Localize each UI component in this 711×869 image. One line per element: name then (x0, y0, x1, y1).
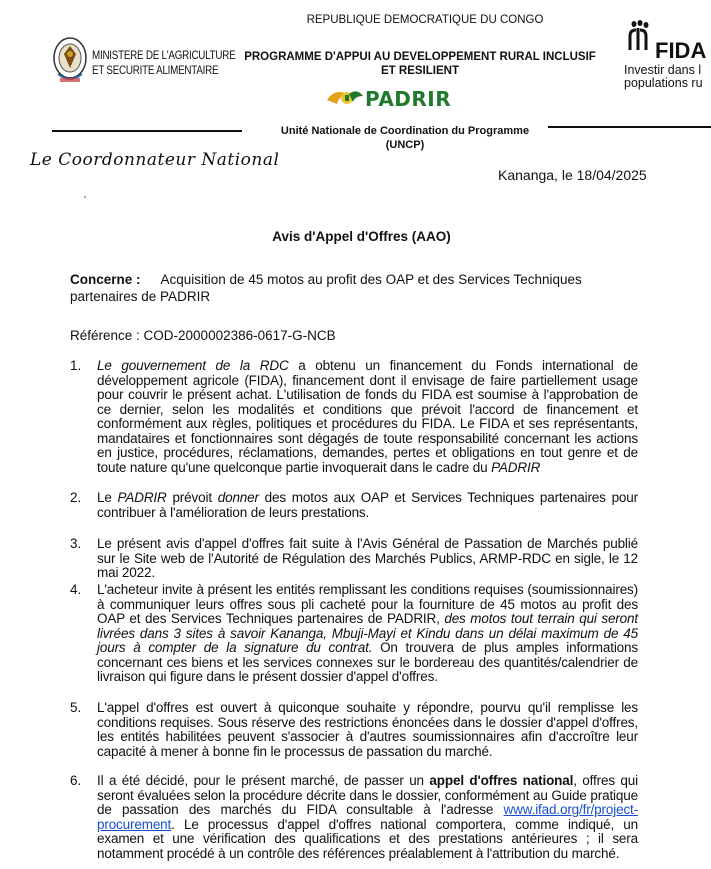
ministry-name: MINISTERE DE L'AGRICULTURE ET SECURITE ALIMENTAIRE (92, 48, 236, 77)
wheat-icon (624, 20, 654, 54)
procurement-link[interactable]: www.ifad.org/fr/project-procurement (97, 802, 638, 832)
left-divider (52, 130, 242, 132)
fida-logo-text: FIDA (655, 38, 707, 63)
paragraph-6: 6. Il a été décidé, pour le présent marché, de passer un appel d'offres national, offres qui seront évaluées selon la procédure décrite dans le dossier, conformément au Guide pratique de passation des marchés du FIDA consultable à l'adresse www.ifad.org/fr/project-procurement. Le processus d'appel d'offres national comportera, comme indiqué, un examen et une vérification des qualifications et des prestations antérieures ; il sera notamment procédé à un contrôle des références préalablement à l'attribution du marché. (70, 773, 638, 861)
document-title: Avis d'Appel d'Offres (AAO) (272, 229, 451, 244)
padrir-emblem-icon (325, 86, 365, 108)
coordinator-title: Le Coordonnateur National (30, 150, 280, 170)
paragraph-4: 4. L'acheteur invite à présent les entités remplissant les conditions requises (soumissionnaires) à communiquer leurs offres sous pli cacheté pour la fourniture de 45 motos au profit des OAP et des Services Techniques partenaires de PADRIR, des motos tout terrain qui seront livrées dans 3 sites à savoir Kananga, Mbuji-Mayi et Kindu dans un délai maximum de 45 jours à compter de la signature du contrat. On trouvera de plus amples informations concernant ces biens et les services connexes sur le bordereau des quantités/calendrier de livraison qui figure dans le présent dossier d'appel d'offres. (70, 582, 639, 684)
paragraph-5: 5. L'appel d'offres est ouvert à quiconque souhaite y répondre, pourvu qu'il remplisse les conditions requises. Sous réserve des restrictions énoncées dans le dossier d'appel d'offres, les entités habilitées peuvent s'associer à d'autres soumissionnaires afin d'accroître leur capacité à mener à bonne fin le processus de passation du marché. (70, 700, 638, 759)
coat-of-arms-logo (50, 34, 90, 86)
concerne-text: Acquisition de 45 motos au profit des OAP et des Services Techniques partenaires de PADRIR (70, 272, 582, 304)
padrir-logo-text: PADRIR (365, 87, 452, 111)
fida-logo (624, 18, 711, 98)
fida-tagline: Investir dans l populations ru (624, 63, 703, 90)
paragraph-3: 3. Le présent avis d'appel d'offres fait suite à l'Avis Général de Passation de Marchés publié sur le Site web de l'Autorité de Régulation des Marchés Publics, ARMP-RDC en sigle, le 12 mai 2022. (70, 536, 638, 580)
concerne-label: Concerne : (70, 272, 141, 287)
paragraph-2: 2. Le PADRIR prévoit donner des motos aux OAP et Services Techniques partenaires pour contribuer à l'amélioration de leurs prestations. (70, 490, 638, 520)
dot-mark (84, 196, 86, 198)
reference-line: Référence : COD-2000002386-0617-G-NCB (70, 328, 336, 343)
republic-heading: REPUBLIQUE DEMOCRATIQUE DU CONGO (306, 14, 544, 26)
padrir-logo (325, 86, 452, 113)
paragraph-1: 1. Le gouvernement de la RDC a obtenu un financement du Fonds international de développement agricole (FIDA), financement dont il envisage de faire partiellement usage pour couvrir le présent achat. L'utilisation de fonds du FIDA est soumise à l'approbation de ce dernier, selon les modalités et conditions que prévoit l'accord de financement et conformément aux règles, politiques et procédures du FIDA. Le FIDA et ses représentants, mandataires et fonctionnaires sont dégagés de toute responsabilité concernant les actions en justice, procédures, réclamations, demandes, pertes et obligations en tout genre et de toute nature qu'une quelconque partie invoquerait dans le cadre du PADRIR (70, 358, 638, 475)
program-name: PROGRAMME D'APPUI AU DEVELOPPEMENT RURAL INCLUSIF ET RESILIENT (244, 51, 596, 77)
place-date: Kananga, le 18/04/2025 (498, 167, 647, 183)
concerne-line (70, 271, 640, 305)
right-divider (548, 126, 711, 128)
uncp-heading: Unité Nationale de Coordination du Programme (UNCP) (280, 125, 530, 151)
